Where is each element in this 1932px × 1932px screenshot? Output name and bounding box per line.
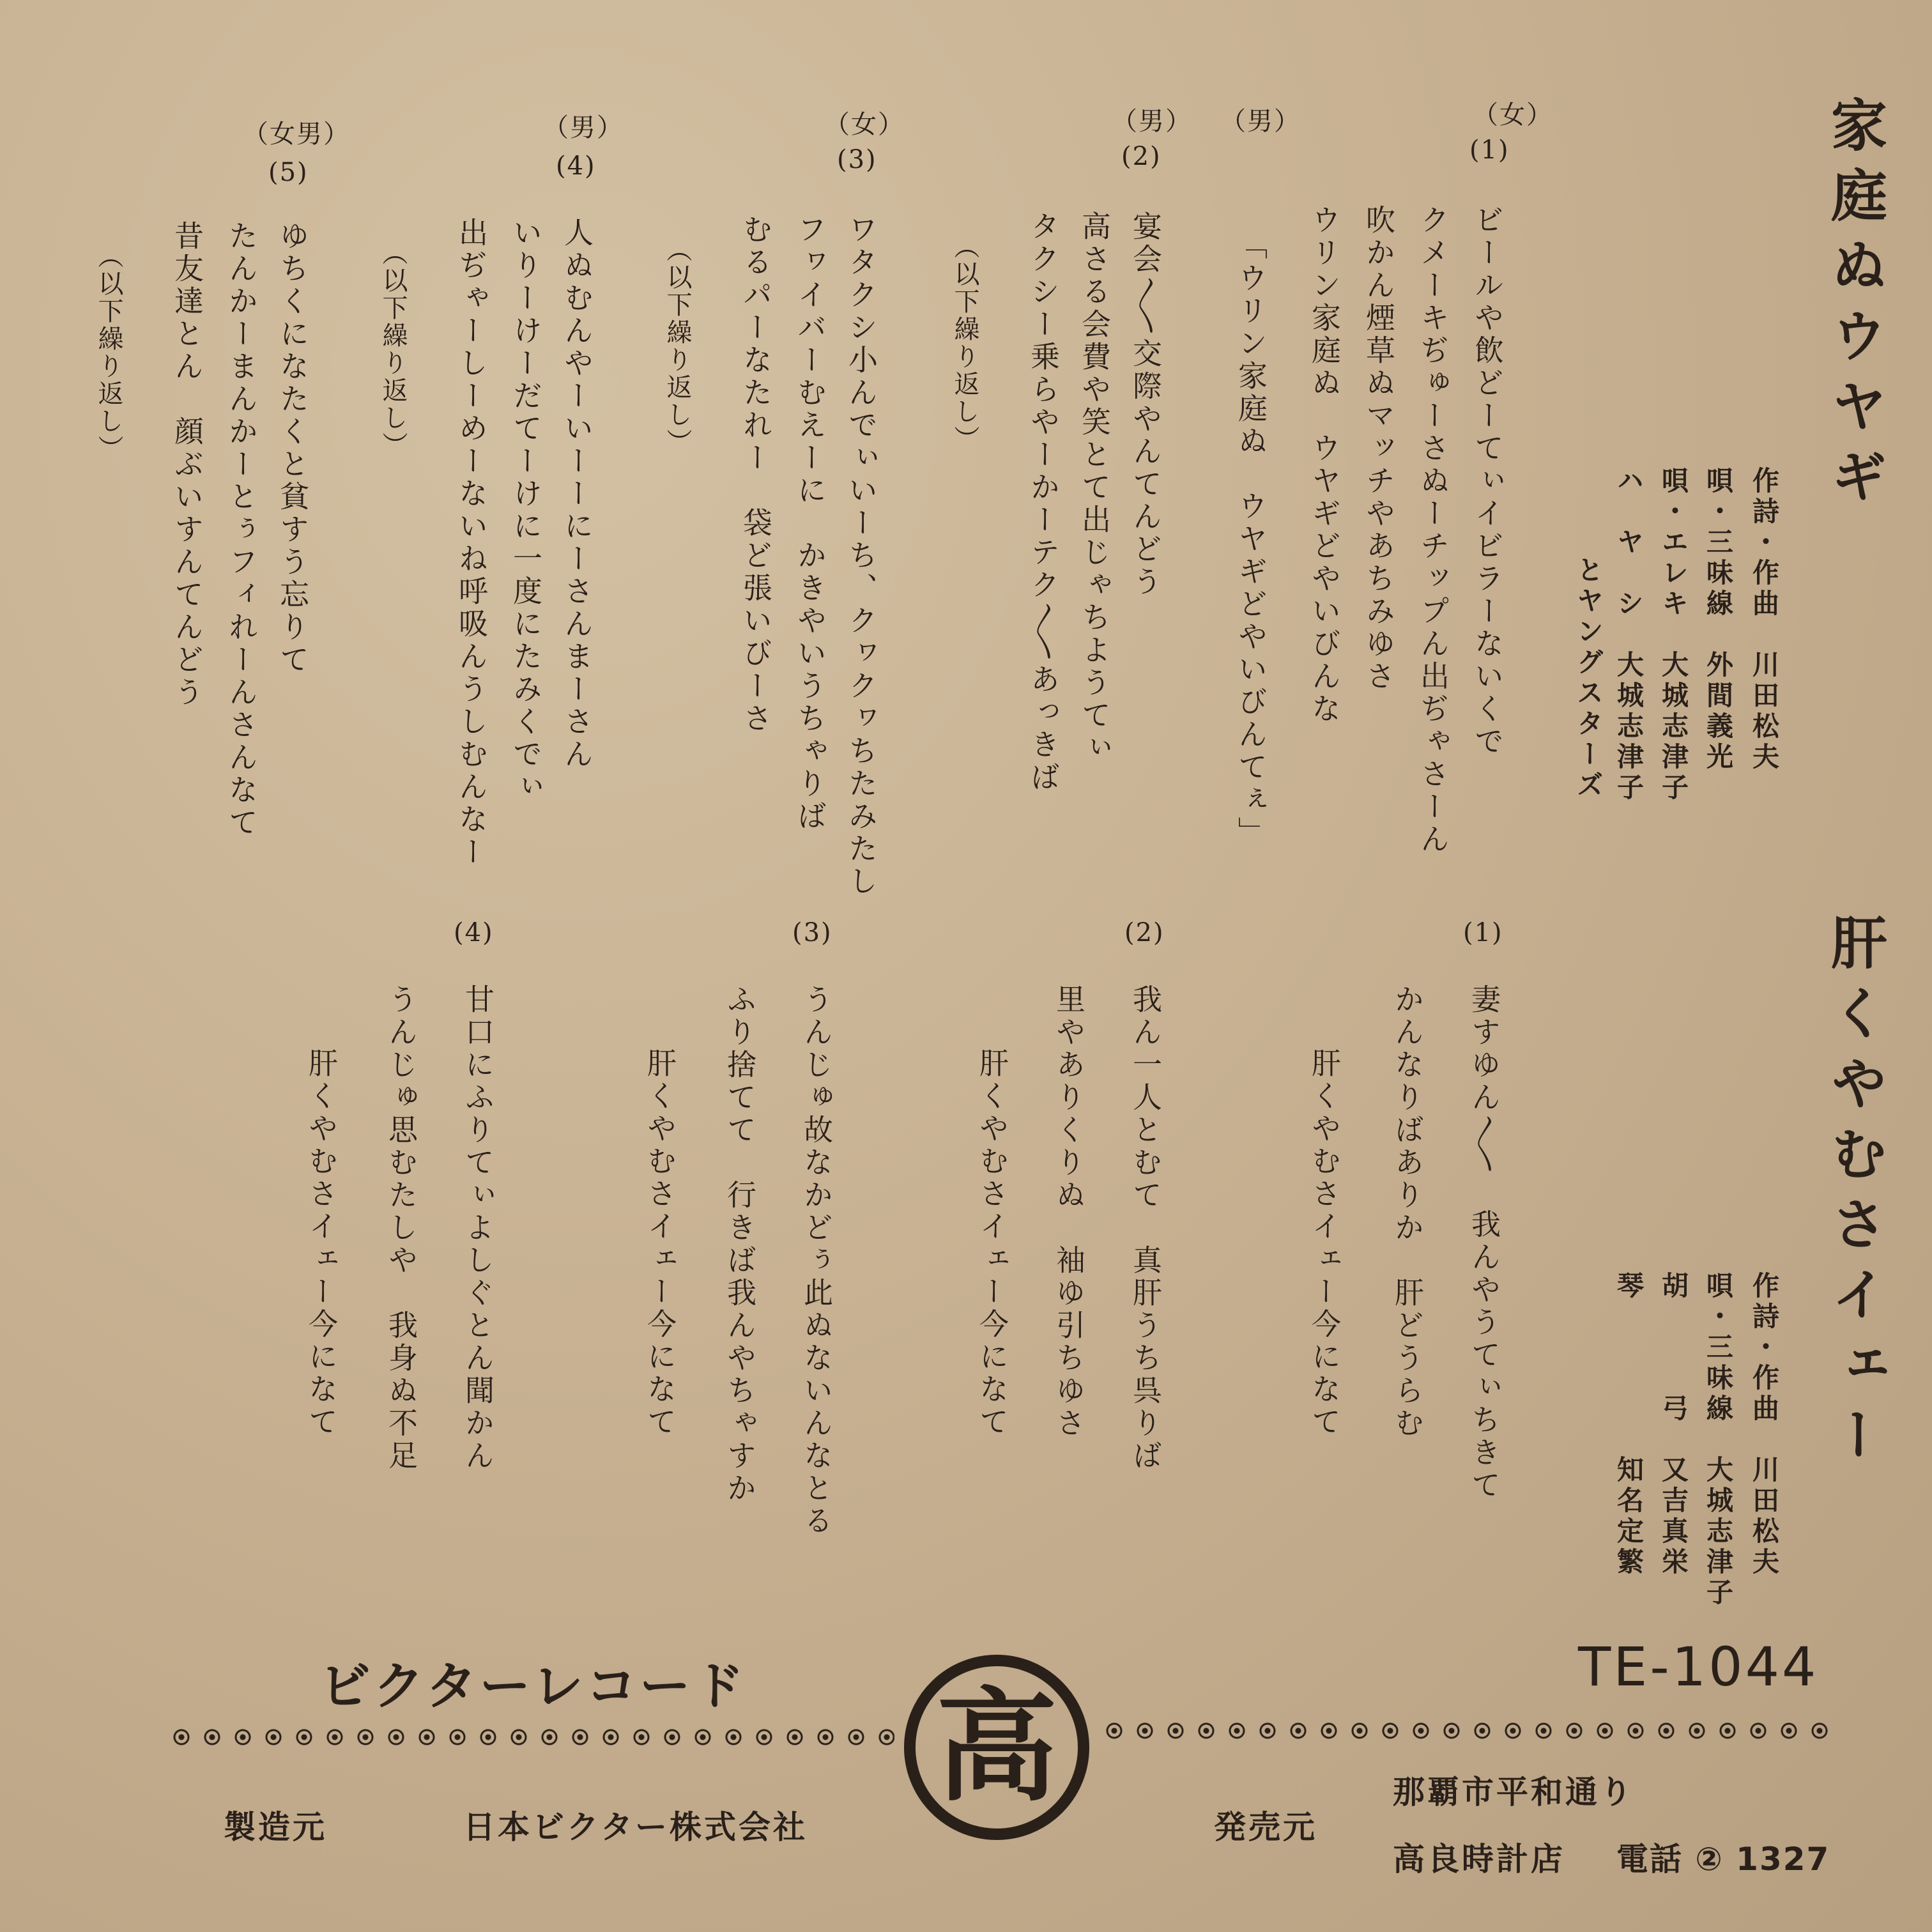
lyric-line: フヮイバーむえーに かきやいうちゃりば [793,214,827,833]
verse-number: (1) [1469,135,1510,165]
song1-credit-5: とヤングスターズ [1573,556,1604,801]
lyric-line: うんじゅ思むたしや 我身ぬ不足 [384,984,418,1473]
song2-credit-1: 作詩・作曲 川田松夫 [1749,1271,1780,1578]
verse-part-label: （女） [1473,100,1553,130]
lyric-line: 里やありくりぬ 袖ゆ引ちゆさ [1052,984,1086,1440]
lyric-line: 我ん一人とむて 真肝うち呉りば [1128,984,1163,1473]
lyric-line: ふり捨てて 行きば我んやちゃすか [723,984,757,1505]
repeat-note: （以下繰り返し） [94,243,123,463]
song2-title: 肝くやむさイェー [1822,914,1889,1476]
verse-number: (2) [1124,918,1165,947]
lyric-line: ビールや飲どーてぃイビラーないくで [1470,204,1505,758]
lyric-line: 吹かん煙草ぬマッチやあちみゆさ [1361,204,1396,693]
lyric-line: 甘口にふりてぃよしぐとん聞かん [461,984,495,1473]
lyric-line: ウリン家庭ぬ ウヤギどやいびんな [1307,204,1342,726]
lyric-line: 高さる会費や笑とて出じゃちようてぃ [1077,211,1112,765]
seal-character: 高 [935,1676,1057,1818]
lyric-line: かんなりばありか 肝どうらむ [1390,984,1425,1440]
repeat-note: （以下繰り返し） [663,236,692,456]
lyric-line: むるパーなたれー 袋ど張いびーさ [739,214,773,735]
seller-address: 那覇市平和通り [1393,1774,1634,1811]
lyric-line: たんかーまんかーとぅフィれーんさんなて [224,220,259,839]
lyric-line: 肝くやむさイェー今になて [1307,1048,1342,1439]
lyric-line: いりーけーだてーけに一度にたみくでぃ [509,217,543,804]
lyric-line: 「ウリン家庭ぬ ウヤギどやいびんてぇ」 [1234,230,1268,849]
catalog-number: TE-1044 [1578,1636,1819,1698]
verse-number: (3) [837,145,877,174]
ornament-band-left [166,1722,894,1754]
lyric-line: ワタクシ小んでぃいーち、クヮクヮちたみたし [844,214,878,898]
lyric-line: うんじゅ故なかどぅ此ぬないんなとる [799,984,834,1538]
verse-number: (4) [556,151,596,181]
shop-name: 高良時計店 [1393,1841,1565,1878]
song2-credit-3: 胡 弓 又吉真栄 [1658,1271,1689,1578]
lyric-line: 肝くやむさイェー今になて [975,1048,1009,1439]
lyric-line: 出ぢゃーしーめーないね呼吸んうしむんなー [454,217,489,869]
verse-part-label: （男） [1220,107,1301,136]
verse-part-label: （男） [543,113,624,142]
seal-emblem [904,1655,1089,1840]
lyric-line: 肝くやむさイェー今になて [304,1048,339,1439]
repeat-note: （以下繰り返し） [950,233,979,453]
repeat-note: （以下繰り返し） [378,240,408,459]
shop-phone: 電話 ② 1327 [1616,1841,1830,1878]
song1-credit-3: 唄・エレキ 大城志津子 [1658,466,1689,804]
lyric-line: 昔友達とん 顔ぶいすんてんどう [170,220,204,709]
verse-number: (5) [268,158,309,187]
lyric-line: 人ぬむんやーいーーにーさんまーさん [560,217,594,771]
verse-number: (3) [792,918,832,947]
lyric-line: 肝くやむさイェー今になて [643,1048,677,1439]
maker-name: 日本ビクター株式会社 [463,1809,808,1846]
song1-credit-1: 作詩・作曲 川田松夫 [1749,466,1780,773]
verse-part-label: （女） [824,110,905,139]
verse-part-label: （男） [1112,107,1192,136]
verse-number: (2) [1121,142,1162,171]
lyric-line: クメーキぢゅーさぬーチップん出ぢゃさーん [1416,204,1450,856]
label-name: ビクターレコード [319,1657,747,1716]
lyric-line: 宴会〳〵交際やんてんどう [1128,211,1163,599]
song2-credit-4: 琴 知名定繁 [1613,1271,1644,1578]
maker-label: 製造元 [224,1809,327,1846]
song1-credit-4: ハ ヤ シ 大城志津子 [1613,466,1644,804]
song1-title: 家庭ぬウヤギ [1822,96,1889,518]
lyric-line: タクシー乗らやーかーテク〳〵あっきば [1026,211,1061,794]
lyric-line: ゆちくになたくと貧すう忘りて [275,220,310,677]
ornament-band-right [1099,1715,1834,1747]
verse-part-label: （女男） [243,119,350,149]
seller-label: 発売元 [1214,1809,1317,1846]
song2-credit-2: 唄・三味線 大城志津子 [1703,1271,1734,1609]
song1-credit-2: 唄・三味線 外間義光 [1703,466,1734,773]
verse-number: (1) [1463,918,1503,947]
lyric-line: 妻すゆん〳〵 我んやうてぃちきて [1467,984,1501,1502]
verse-number: (4) [454,918,494,947]
